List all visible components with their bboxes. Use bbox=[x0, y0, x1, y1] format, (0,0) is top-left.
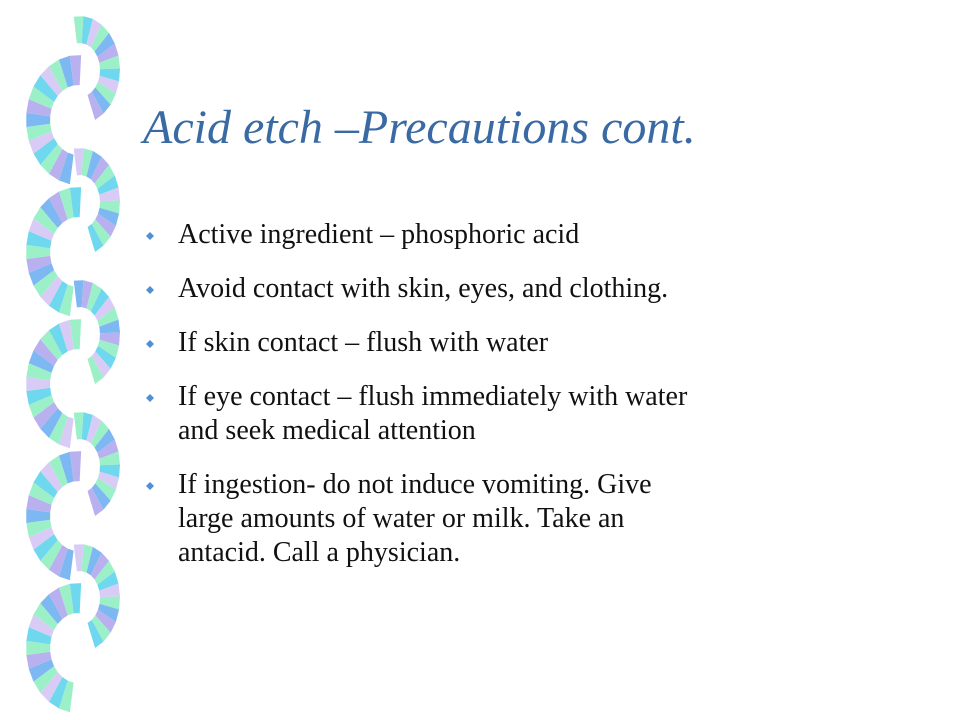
bullet-item bbox=[146, 326, 866, 360]
diamond-icon bbox=[146, 340, 154, 348]
bullet-text: Active ingredient – phosphoric acid bbox=[178, 219, 580, 250]
spiral-loop bbox=[26, 544, 120, 712]
bullet-text: If skin contact – flush with water bbox=[178, 327, 549, 358]
bullet-item bbox=[146, 272, 866, 306]
bullet-text: If eye contact – flush immediately with water and seek medical attention bbox=[178, 381, 688, 446]
bullet-item bbox=[146, 380, 866, 448]
bullet-text: If ingestion- do not induce vomiting. Give large amounts of water or milk. Take an antacid. Call a physician. bbox=[178, 469, 652, 568]
spiral-loop bbox=[26, 16, 120, 184]
bullet-item bbox=[146, 218, 866, 252]
spiral-ribbon-icon bbox=[0, 0, 140, 720]
slide-title: Acid etch –Precautions cont. bbox=[143, 101, 696, 154]
diamond-icon bbox=[146, 232, 154, 240]
spiral-loop bbox=[26, 412, 120, 580]
diamond-icon bbox=[146, 286, 154, 294]
spiral-loop bbox=[26, 148, 120, 316]
bullet-list bbox=[146, 218, 866, 590]
bullet-text: Avoid contact with skin, eyes, and clothing. bbox=[178, 273, 669, 304]
bullet-item bbox=[146, 468, 866, 570]
diamond-icon bbox=[146, 394, 154, 402]
diamond-icon bbox=[146, 482, 154, 490]
spiral-loop bbox=[26, 280, 120, 448]
